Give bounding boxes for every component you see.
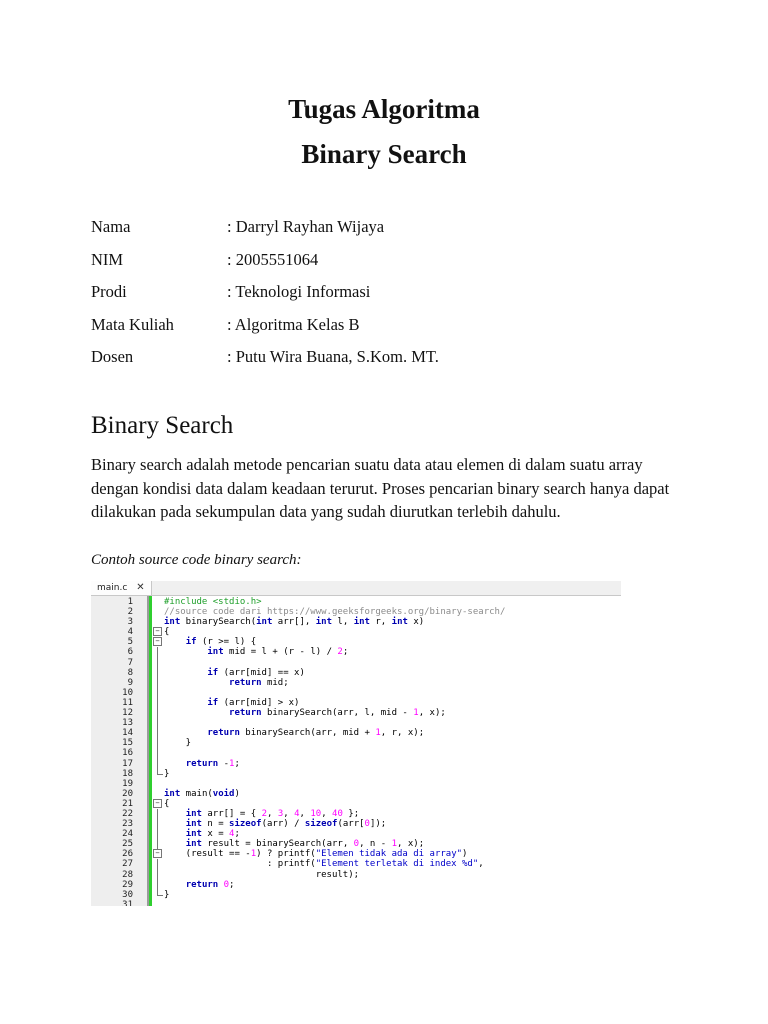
fold-guide: [157, 708, 158, 718]
line-number: 9: [127, 677, 133, 688]
code-token: int: [185, 829, 202, 840]
fold-guide: [157, 859, 158, 869]
code-line: [91, 708, 621, 718]
code-token: [164, 698, 207, 708]
code-token: result = binarySearch(arr,: [201, 839, 354, 850]
code-line: [91, 678, 621, 688]
document-title: Tugas Algoritma: [288, 94, 480, 124]
fold-guide: [157, 728, 158, 738]
code-token: mid = l + (r - l) /: [223, 647, 338, 658]
code-caption: Contoh source code binary search:: [91, 552, 302, 568]
code-token: [164, 880, 186, 890]
code-line: [91, 698, 621, 708]
code-line: [91, 799, 621, 809]
code-token: , r, x);: [380, 728, 425, 739]
code-token: {: [164, 627, 170, 638]
line-number: 1: [127, 597, 133, 607]
line-number: 18: [122, 768, 133, 779]
code-token: r,: [369, 617, 392, 628]
code-token: ): [234, 788, 240, 799]
code-line: [91, 617, 621, 627]
code-token: ;: [234, 829, 240, 840]
code-line: [91, 819, 621, 829]
code-token: int: [185, 808, 202, 819]
code-line: [91, 597, 621, 607]
line-number: 7: [127, 657, 133, 668]
section-heading: Binary Search: [91, 412, 234, 439]
code-token: 3: [277, 808, 284, 819]
document-subtitle: Binary Search: [301, 139, 467, 169]
line-number: 17: [122, 758, 133, 769]
line-number: 28: [122, 869, 133, 880]
code-text: [164, 880, 234, 890]
code-line: [91, 809, 621, 819]
code-token: [164, 809, 186, 819]
code-text: [164, 769, 169, 779]
fold-guide: [157, 759, 158, 769]
line-number: 2: [127, 607, 133, 618]
code-token: sizeof: [304, 819, 338, 830]
fold-toggle-icon[interactable]: −: [153, 799, 162, 808]
code-text: [164, 819, 386, 829]
code-text: [164, 859, 484, 869]
code-text: [164, 637, 256, 647]
code-token: (r >= l) {: [196, 637, 257, 648]
info-label: Prodi: [91, 282, 127, 301]
code-text: [164, 839, 424, 849]
code-token: binarySearch(arr, mid +: [239, 728, 376, 739]
code-token: ,: [283, 808, 295, 819]
code-text: [164, 738, 191, 748]
code-token: if: [207, 697, 219, 708]
info-value: : Putu Wira Buana, S.Kom. MT.: [227, 347, 439, 366]
line-number: 25: [122, 839, 133, 850]
code-token: int: [185, 839, 202, 850]
fold-toggle-icon[interactable]: −: [153, 637, 162, 646]
code-line: [91, 658, 621, 668]
line-number: 20: [122, 788, 133, 799]
code-token: , x);: [397, 839, 425, 850]
code-token: int: [207, 647, 224, 658]
fold-guide: [157, 658, 158, 668]
fold-guide: [157, 678, 158, 688]
code-token: , n -: [359, 839, 392, 850]
code-line: [91, 728, 621, 738]
code-text: [164, 617, 424, 627]
code-token: (arr[mid] > x): [218, 697, 300, 708]
code-token: return: [185, 758, 219, 769]
info-label: NIM: [91, 250, 124, 269]
code-token: arr[],: [272, 617, 316, 628]
line-number: 29: [122, 879, 133, 890]
code-token: ;: [229, 879, 235, 890]
code-token: [164, 839, 186, 849]
line-number: 30: [122, 889, 133, 900]
body-paragraph: Binary search adalah metode pencarian suatu data atau elemen di dalam suatu array dengan kondisi data dalam keadaan terurut. Proses pencarian binary search hanya dapat dilakukan pada sekumpulan data yang sudah diurutkan terlebih dahulu.: [91, 455, 670, 521]
code-token: [164, 819, 186, 829]
code-token: 0: [223, 879, 230, 890]
code-token: 40: [332, 808, 343, 819]
fold-end-marker: [157, 769, 163, 775]
code-text: [164, 809, 359, 819]
code-text: [164, 799, 169, 809]
code-token: (arr[mid] == x): [218, 667, 305, 678]
fold-toggle-icon[interactable]: −: [153, 627, 162, 636]
code-token: , x);: [418, 708, 446, 719]
code-token: arr[] = {: [201, 808, 262, 819]
code-token: ,: [478, 859, 484, 870]
code-token: ;: [234, 758, 240, 769]
code-token: return: [207, 728, 240, 739]
editor-tab-main-c[interactable]: [91, 581, 152, 595]
code-text: [164, 759, 240, 769]
code-token: [164, 637, 186, 647]
code-text: [164, 789, 240, 799]
code-token: main(: [180, 788, 213, 799]
code-token: [164, 678, 229, 688]
code-line: [91, 637, 621, 647]
code-text: [164, 607, 505, 617]
code-token: 2: [261, 808, 267, 819]
line-number: 24: [122, 829, 133, 840]
fold-guide: [157, 748, 158, 758]
line-number: 21: [122, 798, 133, 809]
fold-toggle-icon[interactable]: −: [153, 849, 162, 858]
code-token: "Elemen tidak ada di array": [315, 849, 463, 860]
code-line: [91, 607, 621, 617]
code-line: [91, 880, 621, 890]
line-number: 11: [122, 697, 133, 708]
code-token: [164, 708, 229, 718]
code-line: [91, 769, 621, 779]
fold-guide: [157, 738, 158, 748]
code-line: [91, 900, 621, 906]
code-line: [91, 779, 621, 789]
code-token: l,: [332, 617, 354, 628]
code-token: binarySearch(: [180, 617, 257, 628]
code-token: int: [164, 788, 181, 799]
code-token: if: [185, 637, 197, 648]
code-token: [164, 829, 186, 839]
info-value: : Teknologi Informasi: [227, 282, 371, 301]
code-token: 1: [391, 839, 398, 850]
line-number: 6: [127, 647, 133, 658]
code-line: [91, 759, 621, 769]
fold-guide: [157, 668, 158, 678]
code-token: -: [218, 758, 230, 769]
fold-guide: [157, 880, 158, 890]
code-token: if: [207, 667, 219, 678]
code-text: [164, 597, 262, 607]
code-token: 1: [375, 728, 381, 739]
code-token: [164, 647, 207, 657]
code-token: }: [164, 768, 170, 779]
fold-guide: [157, 718, 158, 728]
line-number: 31: [122, 899, 133, 906]
code-token: 1: [250, 849, 257, 860]
code-token: (arr[: [337, 819, 365, 830]
code-line: [91, 849, 621, 859]
code-token: (result == -: [164, 849, 251, 860]
code-token: int: [256, 617, 273, 628]
line-number: 27: [122, 859, 133, 870]
code-token: return: [229, 677, 262, 688]
code-line: [91, 627, 621, 637]
fold-end-marker: [157, 890, 163, 896]
code-token: ]);: [369, 819, 387, 830]
code-line: [91, 647, 621, 657]
code-line: [91, 688, 621, 698]
line-number: 3: [127, 617, 133, 628]
close-icon[interactable]: ✕: [136, 582, 145, 593]
line-number: 10: [122, 687, 133, 698]
code-token: sizeof: [229, 819, 262, 830]
code-token: int: [391, 617, 408, 628]
code-token: result);: [164, 869, 360, 880]
code-text: [164, 668, 305, 678]
code-token: ,: [321, 808, 333, 819]
code-token: binarySearch(arr, l, mid -: [261, 708, 414, 719]
code-text: [164, 829, 240, 839]
code-token: //source code dari https://www.geeksforgeeks.org/binary-search/: [164, 607, 506, 618]
code-token: [164, 759, 186, 769]
code-line: [91, 829, 621, 839]
code-text: [164, 890, 169, 900]
code-token: x =: [201, 829, 230, 840]
code-token: [164, 728, 207, 738]
code-text: [164, 870, 359, 880]
code-token: 0: [364, 819, 370, 830]
code-token: : printf(: [164, 859, 316, 870]
code-token: {: [164, 798, 170, 809]
code-token: ,: [266, 808, 278, 819]
code-token: mid;: [261, 677, 289, 688]
code-token: ;: [342, 647, 349, 658]
code-token: void: [212, 788, 235, 799]
info-value: : Algoritma Kelas B: [227, 315, 360, 334]
fold-guide: [157, 839, 158, 849]
code-token: #include <stdio.h>: [164, 597, 262, 607]
editor-tab-label: main.c: [97, 583, 128, 593]
code-text: [164, 678, 289, 688]
info-label: Mata Kuliah: [91, 315, 174, 334]
code-token: }: [164, 889, 170, 900]
code-text: [164, 728, 424, 738]
line-number: 16: [122, 748, 133, 759]
info-value: : 2005551064: [227, 250, 319, 269]
code-token: ): [462, 849, 468, 860]
fold-guide: [157, 829, 158, 839]
code-line: [91, 738, 621, 748]
code-token: };: [342, 808, 360, 819]
code-token: [164, 668, 207, 678]
line-number: 26: [122, 849, 133, 860]
fold-guide: [157, 698, 158, 708]
line-number: 15: [122, 738, 133, 749]
code-line: [91, 789, 621, 799]
code-area[interactable]: [91, 597, 621, 906]
line-number: 13: [122, 718, 133, 729]
line-number: 4: [127, 627, 133, 638]
code-token: x): [407, 617, 425, 628]
code-token: int: [353, 617, 370, 628]
fold-guide: [157, 647, 158, 657]
code-token: 2: [337, 647, 343, 658]
code-line: [91, 890, 621, 900]
code-editor-screenshot: [91, 581, 621, 906]
code-token: 10: [310, 808, 322, 819]
code-line: [91, 748, 621, 758]
code-token: n =: [201, 819, 230, 830]
info-label: Dosen: [91, 347, 134, 366]
code-token: 4: [294, 808, 300, 819]
code-token: ) ? printf(: [256, 849, 316, 860]
code-token: int: [315, 617, 333, 628]
fold-guide: [157, 870, 158, 880]
code-token: ,: [299, 808, 311, 819]
code-text: [164, 708, 446, 718]
fold-guide: [157, 809, 158, 819]
code-token: int: [164, 617, 181, 628]
code-token: return: [185, 879, 219, 890]
code-token: (arr) /: [261, 819, 305, 830]
line-number: 14: [122, 728, 133, 739]
fold-guide: [157, 819, 158, 829]
code-text: [164, 647, 348, 657]
code-line: [91, 859, 621, 869]
code-line: [91, 668, 621, 678]
editor-tab-bar: [91, 581, 621, 596]
info-label: Nama: [91, 217, 131, 236]
code-token: 0: [353, 839, 360, 850]
code-line: [91, 718, 621, 728]
code-text: [164, 698, 299, 708]
info-value: : Darryl Rayhan Wijaya: [227, 217, 385, 236]
code-line: [91, 839, 621, 849]
line-number: 23: [122, 819, 133, 830]
code-text: [164, 849, 467, 859]
line-number: 19: [122, 778, 133, 789]
code-token: "Element terletak di index %d": [315, 859, 479, 870]
code-line: [91, 870, 621, 880]
code-token: 1: [413, 708, 419, 719]
fold-guide: [157, 688, 158, 698]
code-token: 1: [229, 758, 235, 769]
line-number: 5: [127, 637, 133, 648]
line-number: 22: [122, 808, 133, 819]
code-token: 4: [229, 829, 235, 840]
code-token: int: [185, 819, 202, 830]
line-number: 8: [127, 667, 133, 678]
code-text: [164, 627, 169, 637]
code-token: return: [229, 708, 262, 719]
line-number: 12: [122, 708, 133, 719]
code-token: }: [164, 738, 192, 749]
